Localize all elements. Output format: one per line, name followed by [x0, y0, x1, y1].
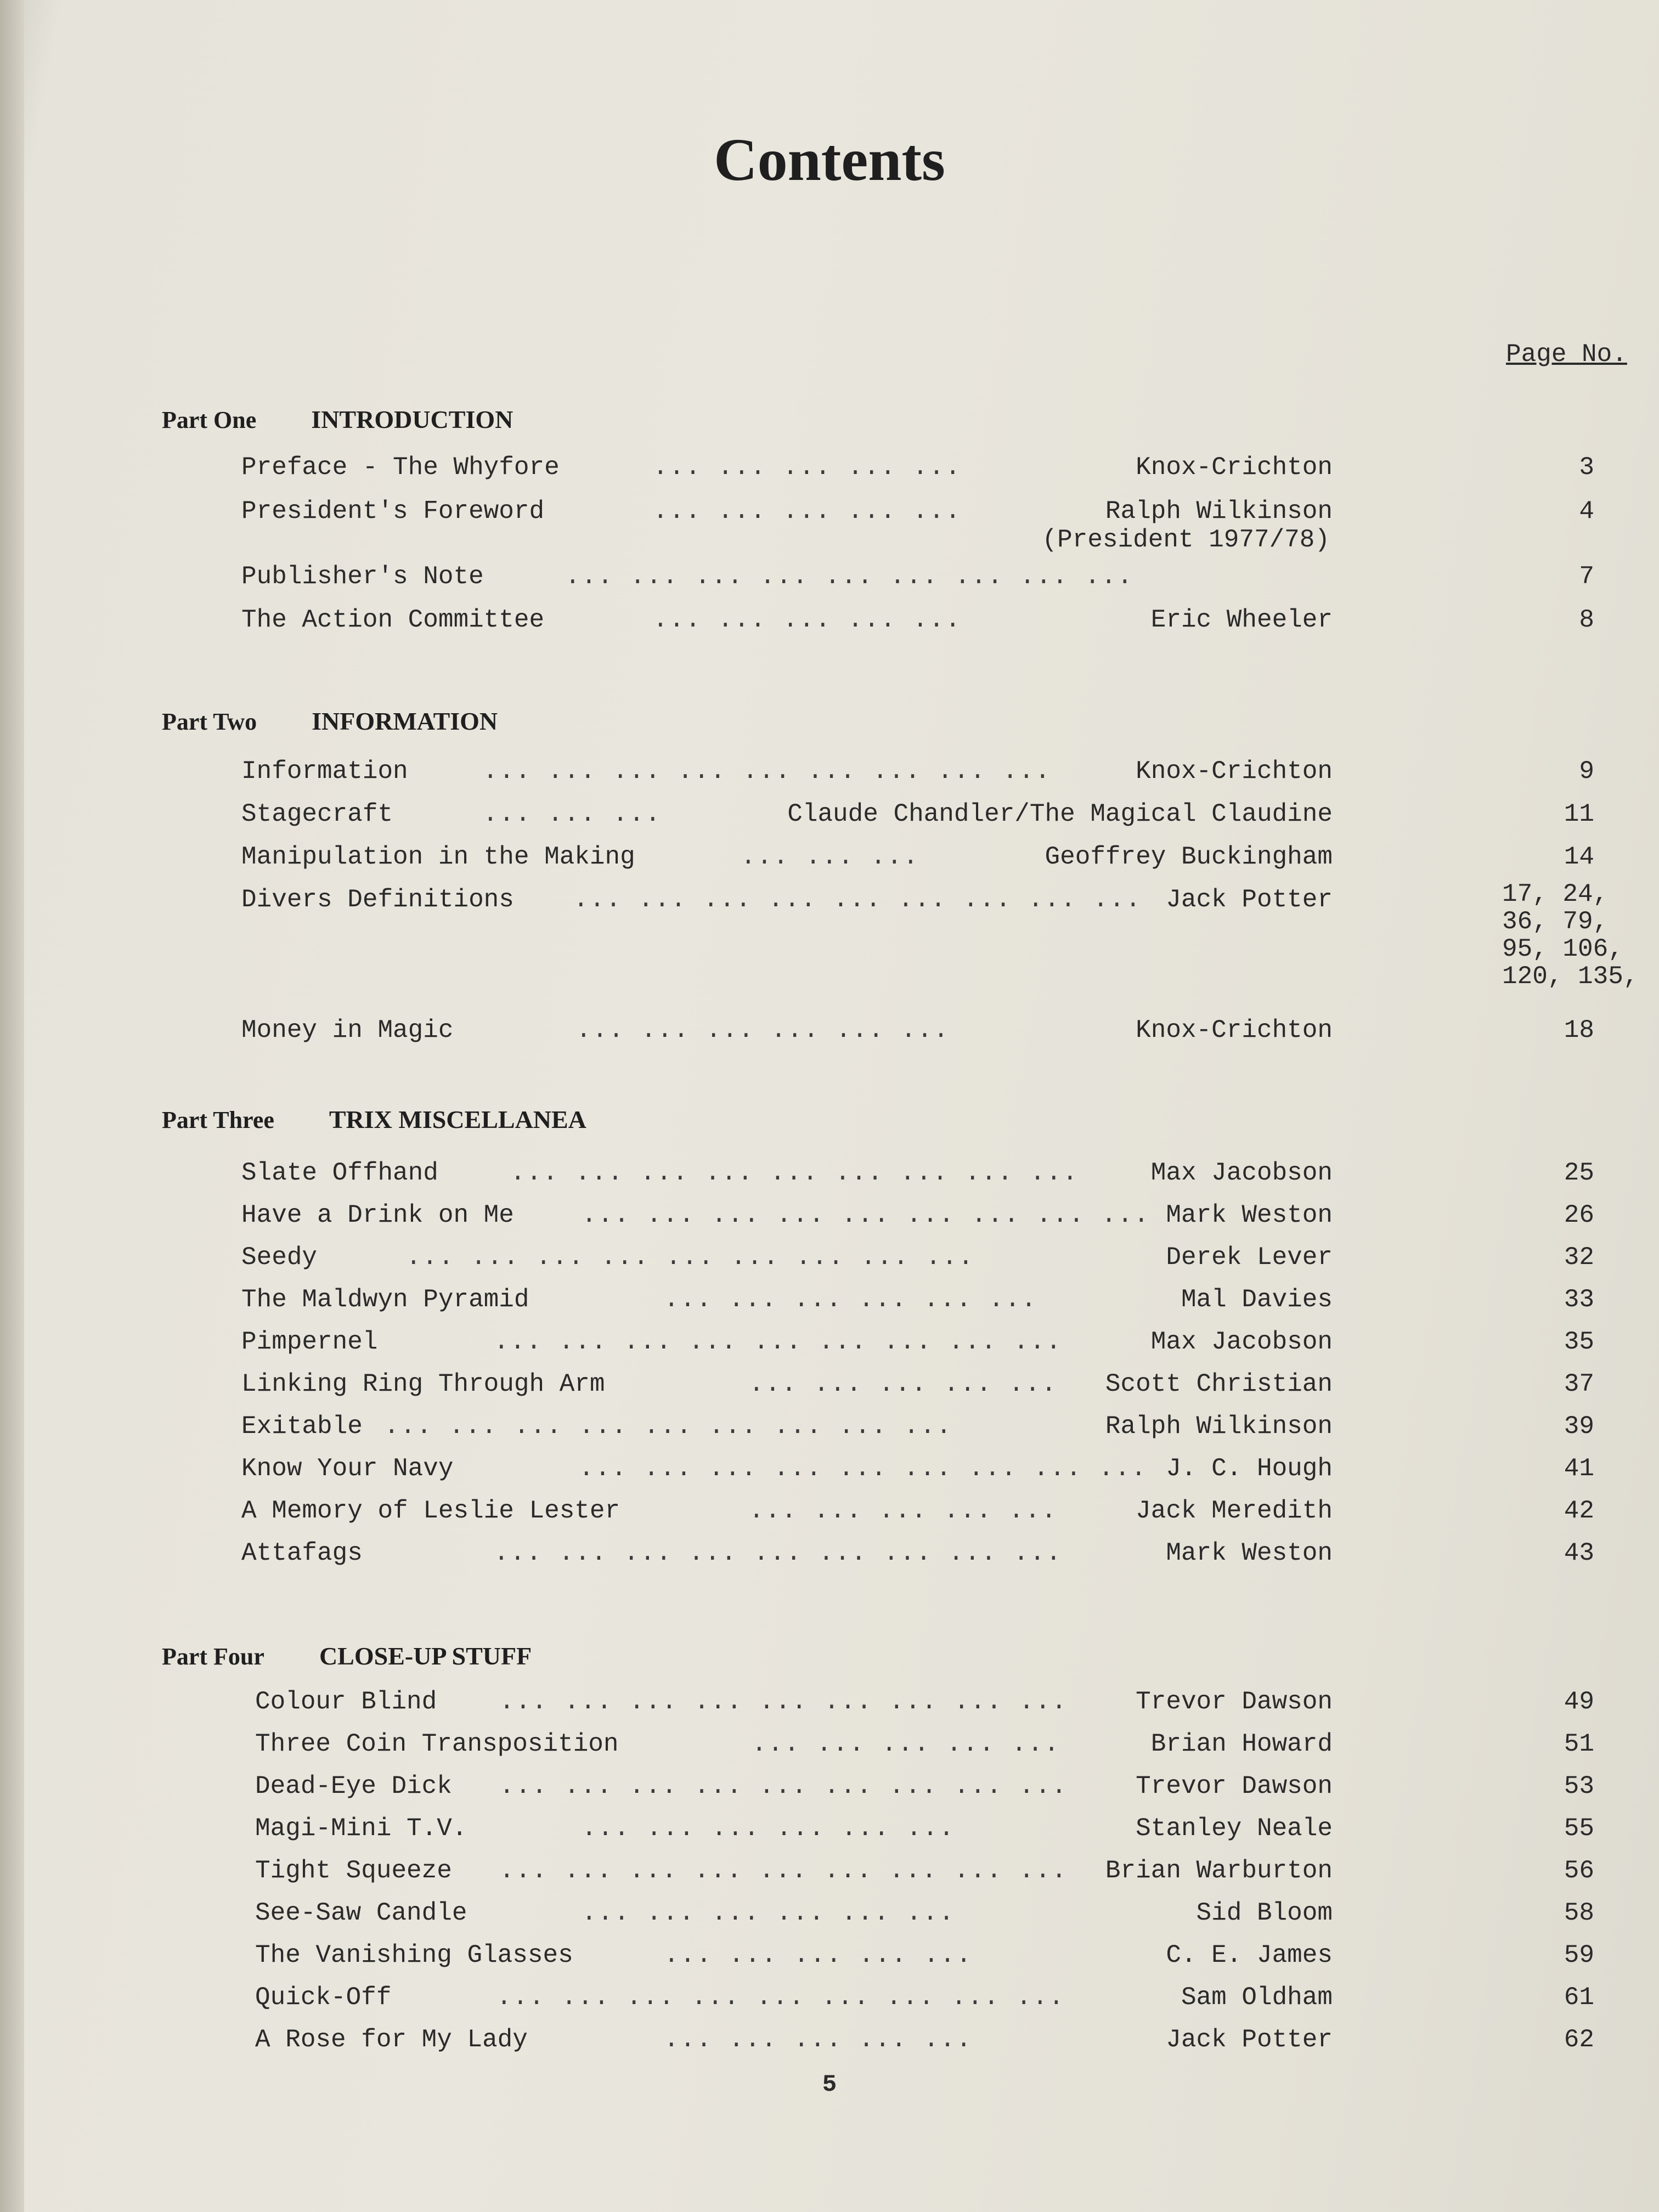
toc-entry	[0, 453, 1659, 497]
entry-page-line: 120, 135,	[1502, 962, 1639, 991]
entry-page: 25	[1564, 1159, 1594, 1187]
entry-page: 14	[1564, 843, 1594, 871]
entry-page: 3	[1579, 453, 1594, 482]
entry-author: Brian Warburton	[1105, 1857, 1333, 1885]
dot-leader: ... ... ... ... ... ...	[582, 1899, 955, 1927]
entry-page: 58	[1564, 1899, 1594, 1927]
toc-entry	[0, 1285, 1659, 1329]
entry-author: Eric Wheeler	[1150, 606, 1333, 634]
entry-title: Publisher's Note	[241, 562, 484, 591]
entry-author: Mal Davies	[1181, 1285, 1333, 1314]
entry-page: 51	[1564, 1730, 1594, 1758]
entry-page: 53	[1564, 1772, 1594, 1801]
toc-entry	[0, 1328, 1659, 1372]
entry-title: Money in Magic	[241, 1016, 454, 1045]
dot-leader: ... ... ... ... ... ... ... ... ...	[579, 1454, 1148, 1483]
entry-page: 62	[1564, 2025, 1594, 2054]
part-label: Part Four	[162, 1643, 264, 1670]
entry-title: A Rose for My Lady	[255, 2025, 528, 2054]
entry-title: The Maldwyn Pyramid	[241, 1285, 529, 1314]
part-heading	[162, 405, 513, 438]
entry-author: Jack Potter	[1166, 885, 1333, 914]
entry-author: Knox-Crichton	[1136, 453, 1333, 482]
dot-leader: ... ... ...	[483, 800, 662, 828]
dot-leader: ... ... ... ... ... ... ... ... ...	[499, 1772, 1068, 1801]
page-title: Contents	[714, 126, 945, 193]
dot-leader: ... ... ... ... ...	[653, 453, 962, 482]
entry-title: Have a Drink on Me	[241, 1201, 514, 1229]
entry-page: 7	[1579, 562, 1594, 591]
entry-title: Pimpernel	[241, 1328, 378, 1356]
toc-entry	[0, 800, 1659, 844]
entry-page: 33	[1564, 1285, 1594, 1314]
dot-leader: ... ... ... ... ...	[653, 497, 962, 526]
toc-entry	[0, 1983, 1659, 2027]
dot-leader: ... ... ... ... ... ...	[664, 1285, 1037, 1314]
toc-entry	[0, 843, 1659, 887]
entry-author: Max Jacobson	[1150, 1328, 1333, 1356]
entry-title: Manipulation in the Making	[241, 843, 635, 871]
toc-entry	[0, 497, 1659, 557]
entry-title: See-Saw Candle	[255, 1899, 467, 1927]
entry-title: Quick-Off	[255, 1983, 392, 2012]
entry-page: 35	[1564, 1328, 1594, 1356]
entry-title: Magi-Mini T.V.	[255, 1814, 467, 1843]
entry-title: Seedy	[241, 1243, 318, 1272]
entry-author: Trevor Dawson	[1136, 1688, 1333, 1716]
toc-entry	[0, 1016, 1659, 1060]
entry-title: Three Coin Transposition	[255, 1730, 619, 1758]
entry-title: Preface - The Whyfore	[241, 453, 560, 482]
entry-page: 11	[1564, 800, 1594, 828]
dot-leader: ... ... ... ... ... ... ... ... ...	[483, 757, 1052, 786]
entry-page: 42	[1564, 1497, 1594, 1525]
part-name: CLOSE-UP STUFF	[319, 1642, 532, 1670]
entry-author: Scott Christian	[1105, 1370, 1333, 1398]
dot-leader: ... ... ... ... ...	[749, 1497, 1058, 1525]
part-heading	[162, 1641, 532, 1674]
entry-title: The Vanishing Glasses	[255, 1941, 573, 1970]
toc-entry	[0, 1159, 1659, 1203]
entry-author: Jack Meredith	[1136, 1497, 1333, 1525]
entry-page: 41	[1564, 1454, 1594, 1483]
entry-title: Tight Squeeze	[255, 1857, 452, 1885]
toc-entry	[0, 1730, 1659, 1774]
dot-leader: ... ... ... ... ...	[752, 1730, 1060, 1758]
dot-leader: ... ... ... ... ... ... ... ... ...	[510, 1159, 1079, 1187]
toc-entry	[0, 1899, 1659, 1943]
dot-leader: ... ... ...	[741, 843, 919, 871]
entry-title: President's Foreword	[241, 497, 545, 526]
entry-author: Knox-Crichton	[1136, 757, 1333, 786]
entry-page: 8	[1579, 606, 1594, 634]
entry-page: 26	[1564, 1201, 1594, 1229]
entry-page: 55	[1564, 1814, 1594, 1843]
toc-entry	[0, 1688, 1659, 1731]
toc-entry	[0, 1857, 1659, 1900]
entry-title: A Memory of Leslie Lester	[241, 1497, 620, 1525]
entry-author: Stanley Neale	[1136, 1814, 1333, 1843]
dot-leader: ... ... ... ... ... ... ... ... ...	[494, 1539, 1063, 1567]
entry-page: 43	[1564, 1539, 1594, 1567]
entry-page-list	[1502, 881, 1656, 990]
entry-author: Brian Howard	[1150, 1730, 1333, 1758]
toc-entry	[0, 1370, 1659, 1414]
entry-author: Ralph Wilkinson	[1105, 497, 1333, 526]
dot-leader: ... ... ... ... ... ... ... ... ...	[573, 885, 1142, 914]
entry-title: Stagecraft	[241, 800, 393, 828]
entry-page: 56	[1564, 1857, 1594, 1885]
entry-author: Mark Weston	[1166, 1201, 1333, 1229]
dot-leader: ... ... ... ... ... ... ... ... ...	[582, 1201, 1150, 1229]
dot-leader: ... ... ... ... ...	[664, 1941, 973, 1970]
entry-page: 32	[1564, 1243, 1594, 1272]
dot-leader: ... ... ... ... ... ... ... ... ...	[494, 1328, 1063, 1356]
entry-author: Trevor Dawson	[1136, 1772, 1333, 1801]
entry-title: Know Your Navy	[241, 1454, 454, 1483]
entry-page-line: 17, 24,	[1502, 880, 1609, 909]
dot-leader: ... ... ... ... ... ... ... ... ...	[406, 1243, 975, 1272]
entry-author: J. C. Hough	[1166, 1454, 1333, 1483]
entry-author: Ralph Wilkinson	[1105, 1412, 1333, 1441]
dot-leader: ... ... ... ... ... ...	[576, 1016, 950, 1045]
dot-leader: ... ... ... ... ... ... ... ... ...	[384, 1412, 953, 1441]
part-label: Part Three	[162, 1107, 274, 1133]
entry-page: 18	[1564, 1016, 1594, 1045]
entry-page: 59	[1564, 1941, 1594, 1970]
entry-page: 9	[1579, 757, 1594, 786]
toc-entry	[0, 1454, 1659, 1498]
toc-entry	[0, 1497, 1659, 1541]
part-name: INTRODUCTION	[311, 405, 514, 433]
entry-title: Linking Ring Through Arm	[241, 1370, 605, 1398]
entry-title: Divers Definitions	[241, 885, 514, 914]
entry-page: 61	[1564, 1983, 1594, 2012]
entry-author: Sid Bloom	[1196, 1899, 1333, 1927]
entry-author: Claude Chandler/The Magical Claudine	[787, 800, 1333, 828]
page-number-column-header: Page No.	[1506, 340, 1627, 369]
part-name: TRIX MISCELLANEA	[329, 1105, 586, 1133]
toc-entry	[0, 1539, 1659, 1583]
entry-author: Max Jacobson	[1150, 1159, 1333, 1187]
entry-title: Slate Offhand	[241, 1159, 438, 1187]
entry-title: Dead-Eye Dick	[255, 1772, 452, 1801]
entry-author-note: (President 1977/78)	[1042, 526, 1330, 554]
entry-page: 39	[1564, 1412, 1594, 1441]
toc-entry	[0, 1201, 1659, 1245]
toc-entry	[0, 1941, 1659, 1985]
entry-author: Jack Potter	[1166, 2025, 1333, 2054]
dot-leader: ... ... ... ... ... ... ... ... ...	[565, 562, 1134, 591]
toc-entry	[0, 562, 1659, 606]
toc-entry	[0, 1243, 1659, 1287]
part-heading	[162, 1105, 586, 1138]
toc-entry	[0, 2025, 1659, 2069]
entry-page: 49	[1564, 1688, 1594, 1716]
toc-entry	[0, 757, 1659, 801]
entry-title: Exitable	[241, 1412, 363, 1441]
entry-title: Colour Blind	[255, 1688, 437, 1716]
entry-title: Attafags	[241, 1539, 363, 1567]
entry-page: 4	[1579, 497, 1594, 526]
entry-author: Geoffrey Buckingham	[1045, 843, 1333, 871]
entry-author: Knox-Crichton	[1136, 1016, 1333, 1045]
entry-page: 37	[1564, 1370, 1594, 1398]
part-name: INFORMATION	[312, 707, 498, 735]
dot-leader: ... ... ... ... ... ... ... ... ...	[496, 1983, 1065, 2012]
entry-page-line: 36, 79,	[1502, 907, 1609, 936]
entry-title: Information	[241, 757, 408, 786]
dot-leader: ... ... ... ... ...	[749, 1370, 1058, 1398]
page-folio-number: 5	[822, 2071, 837, 2098]
entry-author: Sam Oldham	[1181, 1983, 1333, 2012]
part-heading	[162, 707, 498, 740]
toc-entry	[0, 1772, 1659, 1816]
dot-leader: ... ... ... ... ... ... ... ... ...	[499, 1857, 1068, 1885]
entry-author: Mark Weston	[1166, 1539, 1333, 1567]
entry-title: The Action Committee	[241, 606, 545, 634]
entry-author: C. E. James	[1166, 1941, 1333, 1970]
toc-entry	[0, 1814, 1659, 1858]
dot-leader: ... ... ... ... ... ...	[582, 1814, 955, 1843]
part-label: Part Two	[162, 708, 257, 735]
toc-entry	[0, 1412, 1659, 1456]
dot-leader: ... ... ... ... ...	[664, 2025, 973, 2054]
dot-leader: ... ... ... ... ... ... ... ... ...	[499, 1688, 1068, 1716]
part-label: Part One	[162, 407, 257, 433]
dot-leader: ... ... ... ... ...	[653, 606, 962, 634]
entry-author: Derek Lever	[1166, 1243, 1333, 1272]
toc-entry	[0, 606, 1659, 650]
entry-page-line: 95, 106,	[1502, 935, 1623, 963]
toc-entry	[0, 885, 1659, 929]
